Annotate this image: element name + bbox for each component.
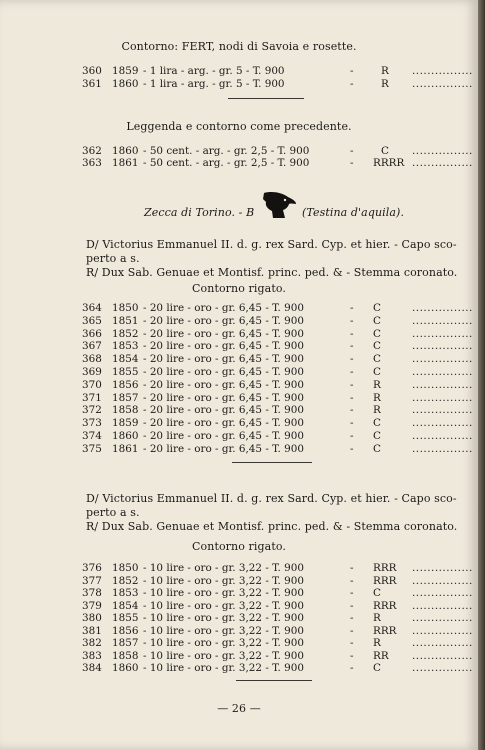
year: 1860 (112, 78, 139, 90)
year: 1859 (112, 65, 139, 77)
catalog-number: 370 (82, 378, 102, 391)
coin-description: - 20 lire - oro - gr. 6,45 - T. 900 (143, 314, 304, 327)
rarity: R (381, 65, 389, 77)
eagle-head-mintmark-icon (261, 191, 297, 219)
coin-description: - 10 lire - oro - gr. 3,22 - T. 900 (143, 649, 304, 662)
year: 1860 (112, 145, 139, 157)
rarity: C (373, 366, 381, 378)
divider (236, 680, 312, 681)
rarity: R (373, 391, 381, 404)
coin-description: - 1 lira - arg. - gr. 5 - T. 900 (143, 78, 285, 90)
catalog-number: 363 (82, 157, 102, 169)
section-heading-legend: Leggenda e contorno come precedente. (126, 120, 352, 133)
edge-description: Contorno rigato. (192, 282, 286, 295)
catalog-number: 367 (82, 340, 102, 353)
year: 1854 (112, 353, 139, 366)
coin-description: - 20 lire - oro - gr. 6,45 - T. 900 (143, 340, 304, 353)
rarity: RRR (373, 574, 397, 587)
price-blank: ................ (412, 65, 473, 77)
price-blank: ................ (412, 327, 473, 340)
coin-description: - 20 lire - oro - gr. 6,45 - T. 900 (143, 302, 304, 314)
year: 1854 (112, 599, 139, 612)
obverse-legend-continued: perto a s. (86, 252, 140, 265)
obverse-legend: D/ Victorius Emmanuel II. d. g. rex Sard. Cyp. et hier. - Capo sco- (86, 492, 457, 505)
year: 1861 (112, 442, 139, 455)
year: 1853 (112, 587, 139, 599)
rarity: R (373, 612, 381, 624)
reverse-legend: R/ Dux Sab. Genuae et Montisf. princ. ped. & - Stemma coronato. (86, 520, 458, 533)
year: 1851 (112, 314, 139, 327)
catalog-number: 371 (82, 391, 102, 404)
separator: - (350, 366, 354, 378)
coin-description: - 1 lira - arg. - gr. 5 - T. 900 (143, 65, 285, 77)
year: 1858 (112, 649, 139, 662)
section-heading-edge-fert: Contorno: FERT, nodi di Savoia e rosette. (121, 40, 357, 53)
catalog-number: 368 (82, 353, 102, 366)
price-blank: ................ (412, 612, 473, 624)
price-blank: ................ (412, 302, 473, 314)
price-blank: ................ (412, 404, 473, 417)
mint-heading: Zecca di Torino. - B (144, 206, 255, 219)
separator: - (350, 378, 354, 391)
price-blank: ................ (412, 340, 473, 353)
rarity: C (373, 430, 381, 442)
divider (228, 98, 304, 99)
catalog-number: 361 (82, 78, 102, 90)
rarity: C (373, 340, 381, 353)
book-spine-shadow (478, 0, 485, 750)
catalog-number: 382 (82, 637, 102, 649)
separator: - (350, 404, 354, 417)
separator: - (350, 340, 354, 353)
rarity: C (373, 353, 381, 366)
obverse-legend-continued: perto a s. (86, 506, 140, 519)
rarity: R (381, 78, 389, 90)
catalog-number: 362 (82, 145, 102, 157)
coin-description: - 20 lire - oro - gr. 6,45 - T. 900 (143, 430, 304, 442)
coin-description: - 20 lire - oro - gr. 6,45 - T. 900 (143, 378, 304, 391)
catalog-number: 379 (82, 599, 102, 612)
separator: - (350, 145, 354, 157)
rarity: RRR (373, 562, 397, 574)
rarity: C (373, 302, 381, 314)
coin-description: - 10 lire - oro - gr. 3,22 - T. 900 (143, 587, 304, 599)
catalog-number: 364 (82, 302, 102, 314)
price-blank: ................ (412, 366, 473, 378)
rarity: C (373, 442, 381, 455)
price-blank: ................ (412, 662, 473, 674)
year: 1855 (112, 612, 139, 624)
price-blank: ................ (412, 562, 473, 574)
price-blank: ................ (412, 442, 473, 455)
year: 1850 (112, 562, 139, 574)
year: 1861 (112, 157, 139, 169)
catalog-number: 384 (82, 662, 102, 674)
separator: - (350, 65, 354, 77)
catalog-number: 366 (82, 327, 102, 340)
separator: - (350, 430, 354, 442)
price-blank: ................ (412, 430, 473, 442)
price-blank: ................ (412, 353, 473, 366)
catalog-number: 376 (82, 562, 102, 574)
year: 1852 (112, 574, 139, 587)
rarity: RRR (373, 624, 397, 637)
rarity: C (373, 417, 381, 430)
separator: - (350, 649, 354, 662)
year: 1860 (112, 430, 139, 442)
coin-description: - 10 lire - oro - gr. 3,22 - T. 900 (143, 599, 304, 612)
rarity: RRR (373, 599, 397, 612)
price-blank: ................ (412, 417, 473, 430)
coin-description: - 20 lire - oro - gr. 6,45 - T. 900 (143, 327, 304, 340)
rarity: R (373, 378, 381, 391)
separator: - (350, 574, 354, 587)
catalog-number: 377 (82, 574, 102, 587)
coin-description: - 10 lire - oro - gr. 3,22 - T. 900 (143, 574, 304, 587)
price-blank: ................ (412, 624, 473, 637)
catalog-number: 380 (82, 612, 102, 624)
price-blank: ................ (412, 378, 473, 391)
separator: - (350, 662, 354, 674)
coin-description: - 10 lire - oro - gr. 3,22 - T. 900 (143, 612, 304, 624)
separator: - (350, 417, 354, 430)
year: 1860 (112, 662, 139, 674)
year: 1850 (112, 302, 139, 314)
price-blank: ................ (412, 391, 473, 404)
year: 1857 (112, 637, 139, 649)
rarity: RR (373, 649, 389, 662)
separator: - (350, 587, 354, 599)
rarity: RRRR (373, 157, 405, 169)
coin-description: - 50 cent. - arg. - gr. 2,5 - T. 900 (143, 145, 310, 157)
coin-description: - 10 lire - oro - gr. 3,22 - T. 900 (143, 637, 304, 649)
coin-description: - 20 lire - oro - gr. 6,45 - T. 900 (143, 366, 304, 378)
year: 1859 (112, 417, 139, 430)
price-blank: ................ (412, 599, 473, 612)
separator: - (350, 562, 354, 574)
obverse-legend: D/ Victorius Emmanuel II. d. g. rex Sard. Cyp. et hier. - Capo sco- (86, 238, 457, 251)
year: 1852 (112, 327, 139, 340)
catalog-number: 369 (82, 366, 102, 378)
price-blank: ................ (412, 157, 473, 169)
rarity: C (381, 145, 389, 157)
catalog-number: 372 (82, 404, 102, 417)
coin-description: - 20 lire - oro - gr. 6,45 - T. 900 (143, 404, 304, 417)
price-blank: ................ (412, 587, 473, 599)
price-blank: ................ (412, 78, 473, 90)
year: 1858 (112, 404, 139, 417)
catalog-number: 360 (82, 65, 102, 77)
edge-description: Contorno rigato. (192, 540, 286, 553)
separator: - (350, 391, 354, 404)
separator: - (350, 157, 354, 169)
catalog-number: 381 (82, 624, 102, 637)
price-blank: ................ (412, 314, 473, 327)
separator: - (350, 612, 354, 624)
catalog-number: 374 (82, 430, 102, 442)
rarity: C (373, 327, 381, 340)
price-blank: ................ (412, 649, 473, 662)
separator: - (350, 442, 354, 455)
year: 1853 (112, 340, 139, 353)
coin-description: - 10 lire - oro - gr. 3,22 - T. 900 (143, 562, 304, 574)
coin-description: - 10 lire - oro - gr. 3,22 - T. 900 (143, 624, 304, 637)
separator: - (350, 637, 354, 649)
rarity: C (373, 587, 381, 599)
catalog-number: 373 (82, 417, 102, 430)
price-blank: ................ (412, 637, 473, 649)
rarity: R (373, 637, 381, 649)
separator: - (350, 353, 354, 366)
separator: - (350, 78, 354, 90)
page-number: — 26 — (217, 702, 261, 715)
separator: - (350, 624, 354, 637)
year: 1857 (112, 391, 139, 404)
coin-description: - 20 lire - oro - gr. 6,45 - T. 900 (143, 391, 304, 404)
separator: - (350, 599, 354, 612)
coin-description: - 20 lire - oro - gr. 6,45 - T. 900 (143, 417, 304, 430)
catalog-number: 365 (82, 314, 102, 327)
catalog-number: 383 (82, 649, 102, 662)
coin-description: - 10 lire - oro - gr. 3,22 - T. 900 (143, 662, 304, 674)
mint-mark-description: (Testina d'aquila). (302, 206, 405, 219)
year: 1856 (112, 378, 139, 391)
price-blank: ................ (412, 574, 473, 587)
catalog-number: 375 (82, 442, 102, 455)
rarity: C (373, 662, 381, 674)
price-blank: ................ (412, 145, 473, 157)
coin-description: - 20 lire - oro - gr. 6,45 - T. 900 (143, 353, 304, 366)
rarity: C (373, 314, 381, 327)
coin-description: - 20 lire - oro - gr. 6,45 - T. 900 (143, 442, 304, 455)
rarity: R (373, 404, 381, 417)
catalog-number: 378 (82, 587, 102, 599)
separator: - (350, 314, 354, 327)
separator: - (350, 327, 354, 340)
year: 1855 (112, 366, 139, 378)
reverse-legend: R/ Dux Sab. Genuae et Montisf. princ. ped. & - Stemma coronato. (86, 266, 458, 279)
year: 1856 (112, 624, 139, 637)
coin-description: - 50 cent. - arg. - gr. 2,5 - T. 900 (143, 157, 310, 169)
separator: - (350, 302, 354, 314)
divider (232, 462, 312, 463)
